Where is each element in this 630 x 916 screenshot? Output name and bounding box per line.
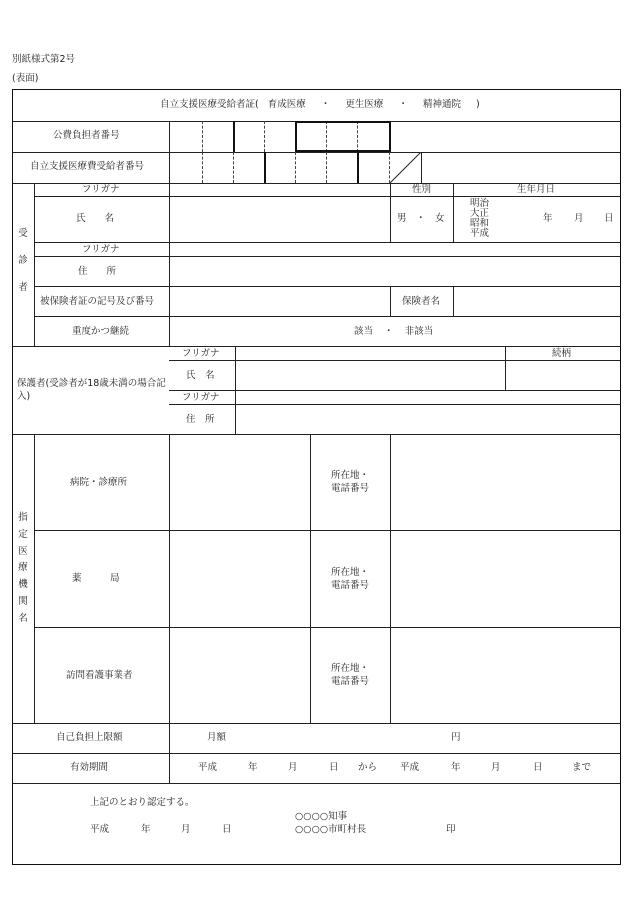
visiting-nurse-label: 訪問看護事業者 <box>66 670 133 681</box>
pharmacy-label: 薬 局 <box>72 573 120 584</box>
gender-options: 男 ・ 女 <box>397 213 445 224</box>
certification-date-month: 月 <box>181 824 191 835</box>
patient-name-label: 氏 名 <box>76 213 115 224</box>
dob-month: 月 <box>574 213 584 224</box>
gender-label: 性別 <box>412 184 432 195</box>
guardian-address-furigana-label: フリガナ <box>182 392 220 403</box>
dob-label: 生年月日 <box>517 184 556 195</box>
certificate-title: 自立支援医療受給者証( 育成医療 ・ 更生医療 ・ 精神通院 ) <box>160 99 480 110</box>
dob-day: 日 <box>604 213 614 224</box>
relation-label: 続柄 <box>552 348 572 359</box>
insurer-name-label: 保険者名 <box>402 296 441 307</box>
patient-furigana-label: フリガナ <box>82 184 120 195</box>
validity-start-month: 月 <box>288 762 298 773</box>
address-furigana-label: フリガナ <box>82 244 120 255</box>
dob-year: 年 <box>543 213 553 224</box>
certification-date-year: 年 <box>141 824 151 835</box>
validity-from: から <box>358 762 378 773</box>
severe-status: 該当 ・ 非該当 <box>354 326 434 337</box>
validity-end-day: 日 <box>533 762 543 773</box>
insurance-number-label: 被保険者証の記号及び番号 <box>40 296 155 307</box>
certification-date-era: 平成 <box>90 824 110 835</box>
validity-end-year: 年 <box>451 762 461 773</box>
validity-start-era: 平成 <box>198 762 218 773</box>
visiting-nurse-location-label: 所在地・ 電話番号 <box>331 663 370 687</box>
guardian-name-label: 氏 名 <box>186 370 215 381</box>
monthly-amount-label: 月額 <box>207 732 227 743</box>
public-payer-number-label: 公費負担者番号 <box>53 130 120 141</box>
governor-line: ○○○○知事 <box>295 811 348 822</box>
patient-section-label: 受 診 者 <box>18 228 28 293</box>
seal-mark: 印 <box>446 824 456 835</box>
yen-unit: 円 <box>451 732 461 743</box>
institution-section-label: 指 定 医 療 機 関 名 <box>18 512 28 624</box>
pharmacy-location-label: 所在地・ 電話番号 <box>331 567 370 591</box>
guardian-furigana-label: フリガナ <box>182 348 220 359</box>
validity-until: まで <box>572 762 592 773</box>
validity-end-month: 月 <box>491 762 501 773</box>
recipient-number-label: 自立支援医療費受給者番号 <box>30 161 145 172</box>
patient-address-label: 住 所 <box>78 266 117 277</box>
form-number: 別紙様式第2号 <box>12 54 76 65</box>
guardian-label: 保護者(受診者が18歳未満の場合記入) <box>17 378 166 402</box>
hospital-clinic-label: 病院・診療所 <box>70 477 128 488</box>
check-digit-slash <box>390 152 422 183</box>
severe-continuous-label: 重度かつ継続 <box>72 326 130 337</box>
mayor-line: ○○○○市町村長 <box>295 824 367 835</box>
validity-start-day: 日 <box>329 762 339 773</box>
validity-end-era: 平成 <box>400 762 420 773</box>
front-side-label: (表面) <box>12 73 39 84</box>
certification-statement: 上記のとおり認定する。 <box>90 797 195 808</box>
validity-period-label: 有効期間 <box>70 762 109 773</box>
era-list: 明治 大正 昭和 平成 <box>470 198 490 239</box>
validity-start-year: 年 <box>248 762 258 773</box>
certification-date-day: 日 <box>222 824 232 835</box>
hospital-location-label: 所在地・ 電話番号 <box>331 470 370 494</box>
guardian-address-label: 住 所 <box>186 414 215 425</box>
copay-limit-label: 自己負担上限額 <box>56 732 123 743</box>
